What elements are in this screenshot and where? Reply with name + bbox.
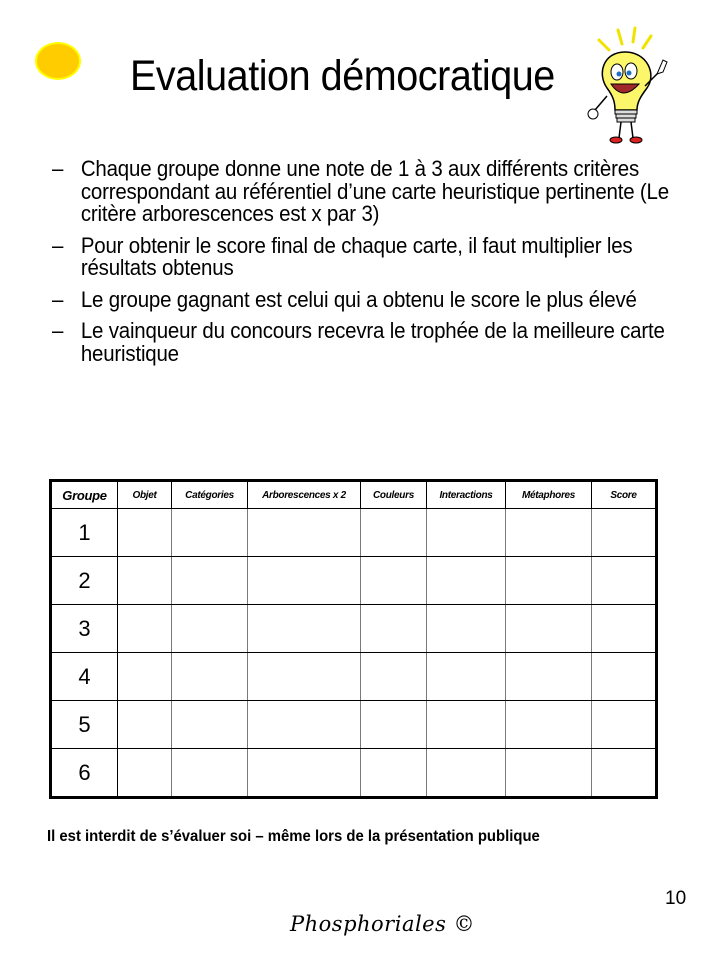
evaluation-table bbox=[49, 479, 658, 799]
rule-item bbox=[52, 320, 713, 365]
rule-text: Chaque groupe donne une note de 1 à 3 aux différents critères correspondant au référentiel d’une carte heuristique pertinente (Le critère arborescences est x par 3) bbox=[80, 156, 669, 226]
rule-text: Pour obtenir le score final de chaque carte, il faut multiplier les résultats obtenus bbox=[80, 232, 633, 280]
group-number: 2 bbox=[51, 557, 118, 605]
score-cell bbox=[118, 653, 172, 701]
score-cell bbox=[172, 749, 248, 798]
score-cell bbox=[361, 605, 427, 653]
slide-title: Evaluation démocratique bbox=[130, 52, 555, 100]
score-cell bbox=[248, 701, 361, 749]
score-cell bbox=[506, 749, 592, 798]
table-header-row bbox=[51, 481, 657, 509]
header-score: Score bbox=[592, 481, 657, 509]
score-cell bbox=[361, 557, 427, 605]
score-cell bbox=[427, 653, 506, 701]
score-cell bbox=[172, 605, 248, 653]
group-number: 5 bbox=[51, 701, 118, 749]
bullet-dash: – bbox=[52, 318, 64, 343]
score-cell bbox=[172, 509, 248, 557]
table-row bbox=[51, 653, 657, 701]
group-number: 3 bbox=[51, 605, 118, 653]
score-cell bbox=[506, 653, 592, 701]
table-row bbox=[51, 749, 657, 798]
score-cell bbox=[506, 605, 592, 653]
lightbulb-mascot-icon bbox=[585, 26, 675, 148]
score-cell bbox=[427, 605, 506, 653]
score-cell bbox=[592, 749, 657, 798]
warning-note: Il est interdit de s’évaluer soi – même lors de la présentation publique bbox=[47, 828, 540, 845]
score-cell bbox=[592, 653, 657, 701]
group-number: 4 bbox=[51, 653, 118, 701]
score-cell bbox=[361, 749, 427, 798]
score-cell bbox=[172, 653, 248, 701]
score-cell bbox=[118, 605, 172, 653]
score-cell bbox=[506, 509, 592, 557]
score-cell bbox=[592, 605, 657, 653]
header-categories: Catégories bbox=[172, 481, 248, 509]
score-cell bbox=[248, 653, 361, 701]
score-cell bbox=[427, 701, 506, 749]
score-cell bbox=[361, 653, 427, 701]
score-cell bbox=[118, 749, 172, 798]
header-arborescences: Arborescences x 2 bbox=[248, 481, 361, 509]
footer-signature: Phosphoriales © bbox=[290, 912, 476, 936]
score-cell bbox=[118, 557, 172, 605]
score-cell bbox=[172, 557, 248, 605]
score-cell bbox=[592, 509, 657, 557]
score-cell bbox=[118, 701, 172, 749]
score-cell bbox=[506, 557, 592, 605]
score-cell bbox=[592, 557, 657, 605]
table-row bbox=[51, 701, 657, 749]
score-cell bbox=[427, 557, 506, 605]
header-groupe: Groupe bbox=[51, 481, 118, 509]
score-cell bbox=[427, 749, 506, 798]
score-cell bbox=[361, 509, 427, 557]
group-number: 1 bbox=[51, 509, 118, 557]
rule-item bbox=[52, 158, 713, 226]
score-cell bbox=[427, 509, 506, 557]
header-objet: Objet bbox=[118, 481, 172, 509]
score-cell bbox=[172, 701, 248, 749]
score-cell bbox=[361, 701, 427, 749]
header-metaphores: Métaphores bbox=[506, 481, 592, 509]
score-cell bbox=[118, 509, 172, 557]
table-row bbox=[51, 605, 657, 653]
header-couleurs: Couleurs bbox=[361, 481, 427, 509]
score-cell bbox=[248, 749, 361, 798]
rule-item bbox=[52, 232, 713, 280]
rule-item bbox=[52, 286, 713, 312]
bullet-dash: – bbox=[52, 156, 64, 181]
rules-list bbox=[52, 158, 702, 374]
rule-text: Le vainqueur du concours recevra le trophée de la meilleure carte heuristique bbox=[80, 318, 665, 366]
score-cell bbox=[248, 557, 361, 605]
group-number: 6 bbox=[51, 749, 118, 798]
score-cell bbox=[248, 605, 361, 653]
page-number: 10 bbox=[665, 888, 687, 909]
rule-text: Le groupe gagnant est celui qui a obtenu le score le plus élevé bbox=[80, 286, 637, 312]
header-interactions: Interactions bbox=[427, 481, 506, 509]
score-cell bbox=[506, 701, 592, 749]
table-row bbox=[51, 509, 657, 557]
score-cell bbox=[248, 509, 361, 557]
yellow-dot-decoration bbox=[35, 42, 81, 80]
bullet-dash: – bbox=[52, 286, 64, 312]
bullet-dash: – bbox=[52, 232, 64, 258]
score-cell bbox=[592, 701, 657, 749]
table-row bbox=[51, 557, 657, 605]
